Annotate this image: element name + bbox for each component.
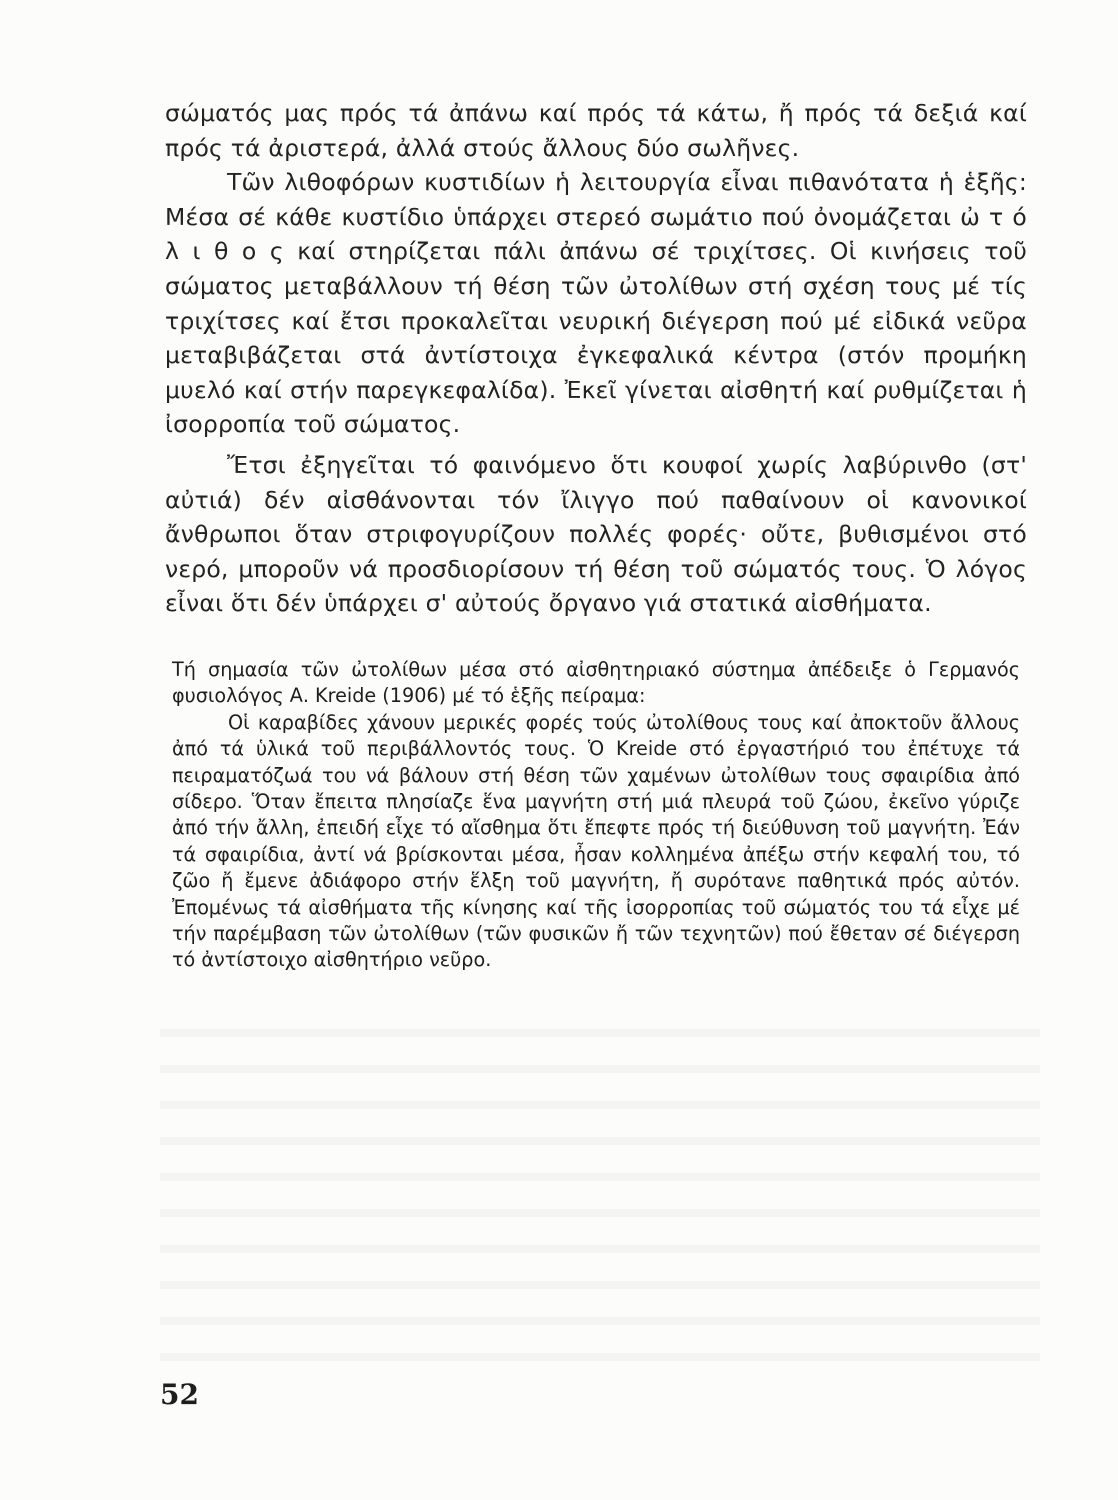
paragraph-3: Ἔτσι ἐξηγεῖται τό φαινόμενο ὅτι κουφοί χωρίς λαβύρινθο (στ' αὐτιά) δέν αἰσθάνονται τόν ἴλιγγο πού παθαίνουν οἱ κανονικοί ἄνθρωποι ὅταν στριφογυρίζουν πολλές φορές· οὔτε, βυθισμένοι στό νερό, μποροῦν νά προσδιορίσουν τή θέση τοῦ σώματός τους. Ὁ λόγος εἶναι ὅτι δέν ὑπάρχει σ' αὐτούς ὄργανο γιά στατικά αἰσθήματα. — [165, 450, 1027, 618]
bleed-through-text — [160, 1015, 1040, 1375]
page-number: 52 — [160, 1378, 199, 1411]
paragraph-2: Τῶν λιθοφόρων κυστιδίων ἡ λειτουργία εἶναι πιθανότατα ἡ ἑξῆς: Μέσα σέ κάθε κυστίδιο ὑπάρχει στερεό σωμάτιο πού ὀνομάζεται ὠ τ ό λ ι θ ο ς καί στηρίζεται πάλι ἀπάνω σέ τριχίτσες. Οἱ κινήσεις τοῦ σώματος μεταβάλλουν τή θέση τῶν ὠτολίθων στή σχέση τους μέ τίς τριχίτσες καί ἔτσι προκαλεῖται νευρική διέγερση πού μέ εἰδικά νεῦρα μεταβιβάζεται στά ἀντίστοιχα ἐγκεφαλικά κέντρα (στόν προμήκη μυελό καί στήν παρεγκεφαλίδα). Ἐκεῖ γίνεται αἰσθητή καί ρυθμίζεται ἡ ἰσορροπία τοῦ σώματος. — [165, 168, 1027, 439]
main-text-block — [165, 96, 1027, 621]
paragraph-1: σώματός μας πρός τά ἀπάνω καί πρός τά κάτω, ἤ πρός τά δεξιά καί πρός τά ἀριστερά, ἀλλά στούς ἄλλους δύο σωλῆνες. — [165, 99, 1027, 162]
experiment-text-block — [172, 657, 1020, 974]
experiment-intro: Τή σημασία τῶν ὠτολίθων μέσα στό αἰσθητηριακό σύστημα ἀπέδειξε ὁ Γερμανός φυσιολόγος Α. Kreide (1906) μέ τό ἑξῆς πείραμα: — [172, 658, 1020, 708]
experiment-description: Οἱ καραβίδες χάνουν μερικές φορές τούς ὠτολίθους τους καί ἀποκτοῦν ἄλλους ἀπό τά ὑλικά τοῦ περιβάλλοντός τους. Ὁ Kreide στό ἐργαστήριό του ἐπέτυχε τά πειραματόζωά του νά βάλουν στή θέση τῶν χαμένων ὠτολίθων τους σφαιρίδια ἀπό σίδερο. Ὅταν ἔπειτα πλησίαζε ἕνα μαγνήτη στή μιά πλευρά τοῦ ζώου, ἐκεῖνο γύριζε ἀπό τήν ἄλλη, ἐπειδή εἶχε τό αἴσθημα ὅτι ἔπεφτε πρός τή διεύθυνση τοῦ μαγνήτη. Ἐάν τά σφαιρίδια, ἀντί νά βρίσκονται μέσα, ἦσαν κολλημένα ἀπέξω στήν κεφαλή του, τό ζῶο ἤ ἔμενε ἀδιάφορο στήν ἕλξη τοῦ μαγνήτη, ἤ συρότανε παθητικά πρός αὐτόν. Ἐπομένως τά αἰσθήματα τῆς κίνησης καί τῆς ἰσορροπίας τοῦ σώματός του τά εἶχε μέ τήν παρέμβαση τῶν ὠτολίθων (τῶν φυσικῶν ἤ τῶν τεχνητῶν) πού ἔθεταν σέ διέγερση τό ἀντίστοιχο αἰσθητήριο νεῦρο. — [172, 710, 1020, 972]
